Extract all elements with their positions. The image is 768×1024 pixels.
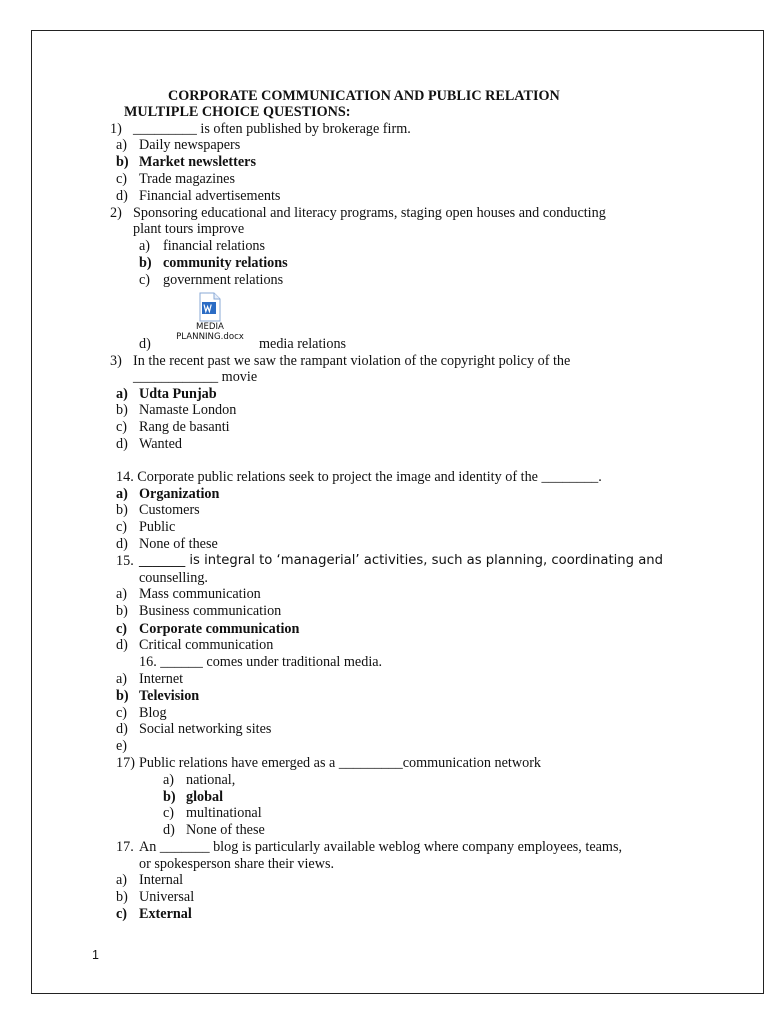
option-label: d) (116, 536, 128, 552)
answer-text: Corporate communication (139, 621, 300, 637)
option-label: b) (116, 402, 128, 418)
option-label: e) (116, 738, 128, 754)
option-text: Internet (139, 671, 184, 687)
answer-label: c) (116, 906, 128, 922)
option-label: c) (163, 805, 175, 821)
option-label: a) (116, 872, 128, 888)
option-text: None of these (139, 536, 218, 552)
option-text: Critical communication (139, 637, 274, 653)
option-label: d) (163, 822, 175, 838)
document-title: CORPORATE COMMUNICATION AND PUBLIC RELATION (168, 88, 560, 104)
option-label: c) (116, 171, 128, 187)
answer-label: c) (116, 621, 128, 637)
attachment-filename: MEDIA PLANNING.docx (176, 322, 244, 342)
option-label: d) (116, 188, 128, 204)
option-label: a) (139, 238, 151, 254)
question-text-continued: plant tours improve (133, 221, 245, 237)
question-text: Public relations have emerged as a _________communication network (139, 755, 542, 771)
question-text: An _______ blog is particularly available weblog where company employees, teams, (139, 839, 623, 855)
option-text: Social networking sites (139, 721, 272, 737)
option-text: media relations (259, 336, 347, 352)
option-label: a) (116, 671, 128, 687)
option-label: c) (116, 705, 128, 721)
question-text-continued: ____________ movie (133, 369, 258, 385)
option-label: b) (116, 502, 128, 518)
option-text: Blog (139, 705, 167, 721)
word-document-icon (197, 292, 223, 322)
option-text: Mass communication (139, 586, 261, 602)
question-text-continued: counselling. (139, 570, 208, 586)
question-text: 16. ______ comes under traditional media. (139, 654, 383, 670)
document-subtitle: MULTIPLE CHOICE QUESTIONS: (124, 104, 351, 120)
option-text: financial relations (163, 238, 266, 254)
question-text: 14. Corporate public relations seek to project the image and identity of the ________. (116, 469, 602, 485)
answer-text: Television (139, 688, 200, 704)
option-label: b) (116, 889, 128, 905)
question-text-continued: or spokesperson share their views. (139, 856, 335, 872)
option-label: a) (116, 137, 128, 153)
question-number: 15. (116, 553, 134, 569)
question-text: In the recent past we saw the rampant violation of the copyright policy of the (133, 353, 571, 369)
answer-label: a) (116, 486, 128, 502)
option-text: Business communication (139, 603, 282, 619)
page-number: 1 (92, 948, 99, 962)
answer-label: b) (116, 688, 129, 704)
option-label: c) (139, 272, 151, 288)
answer-text: Organization (139, 486, 220, 502)
option-text: Rang de basanti (139, 419, 230, 435)
option-text: Namaste London (139, 402, 237, 418)
option-text: multinational (186, 805, 262, 821)
option-text: government relations (163, 272, 284, 288)
option-label: c) (116, 419, 128, 435)
answer-label: b) (116, 154, 129, 170)
option-label: b) (116, 603, 128, 619)
option-label: d) (116, 721, 128, 737)
answer-label: b) (163, 789, 176, 805)
option-text: None of these (186, 822, 265, 838)
option-text: Public (139, 519, 176, 535)
option-label: d) (116, 637, 128, 653)
question-number: 3) (110, 353, 122, 369)
question-number: 1) (110, 121, 122, 137)
option-label: d) (116, 436, 128, 452)
option-text: Customers (139, 502, 200, 518)
question-text: _______ is integral to ‘managerial’ activities, such as planning, coordinating and (139, 553, 664, 568)
question-text: _________ is often published by brokerage firm. (133, 121, 411, 137)
question-number: 17) (116, 755, 135, 771)
option-label: d) (139, 336, 151, 352)
answer-text: Udta Punjab (139, 386, 217, 402)
answer-text: community relations (163, 255, 288, 271)
option-label: a) (116, 586, 128, 602)
option-text: Financial advertisements (139, 188, 281, 204)
option-text: Internal (139, 872, 184, 888)
question-text: Sponsoring educational and literacy programs, staging open houses and conducting (133, 205, 606, 221)
answer-label: b) (139, 255, 152, 271)
embedded-docx-attachment[interactable] (170, 292, 250, 346)
option-text: national, (186, 772, 236, 788)
answer-text: External (139, 906, 192, 922)
option-text: Wanted (139, 436, 182, 452)
answer-text: Market newsletters (139, 154, 256, 170)
answer-text: global (186, 789, 224, 805)
answer-label: a) (116, 386, 128, 402)
option-text: Universal (139, 889, 195, 905)
option-label: c) (116, 519, 128, 535)
option-label: a) (163, 772, 175, 788)
option-text: Daily newspapers (139, 137, 241, 153)
question-number: 2) (110, 205, 122, 221)
question-number: 17. (116, 839, 134, 855)
option-text: Trade magazines (139, 171, 236, 187)
